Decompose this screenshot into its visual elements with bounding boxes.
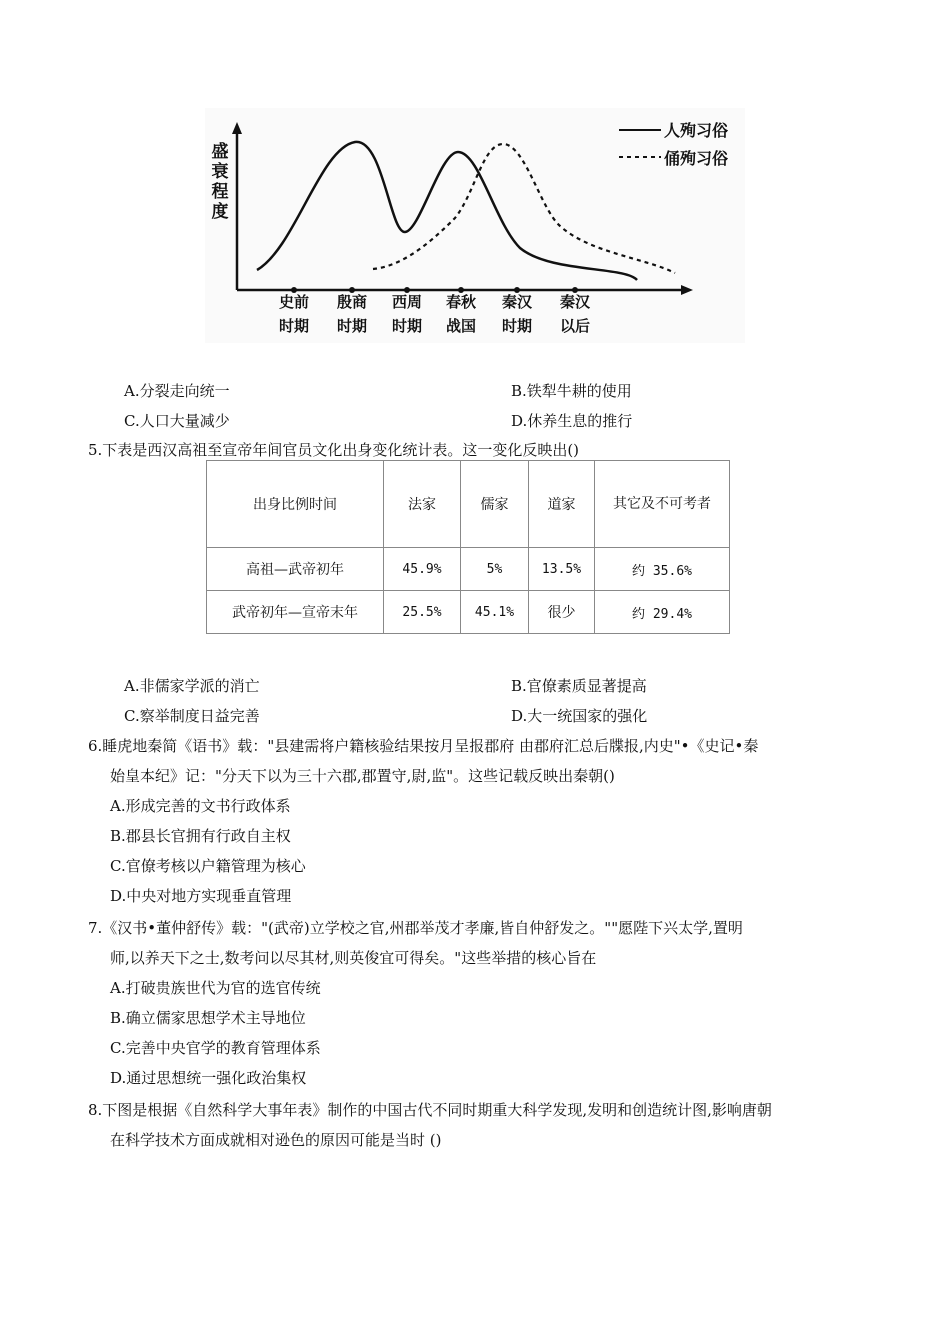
q7-option: B.确立儒家思想学术主导地位 bbox=[110, 1009, 306, 1027]
x-tick-label: 殷商 时期 bbox=[336, 293, 367, 335]
series-line-figurine-burial bbox=[373, 144, 675, 273]
q6-option: A.形成完善的文书行政体系 bbox=[110, 797, 291, 815]
table-cell: 约 29.4% bbox=[595, 591, 730, 634]
q6-stem-line1: 6.睡虎地秦简《语书》载："县建需将户籍核验结果按月呈报郡府 由郡府汇总后牒报,内史"•《史记•秦 bbox=[88, 737, 759, 755]
x-tick-label: 春秋 战国 bbox=[445, 293, 476, 335]
table-row bbox=[207, 591, 730, 634]
table-cell: 高祖—武帝初年 bbox=[207, 548, 384, 591]
q8-stem-line1: 8.下图是根据《自然科学大事年表》制作的中国古代不同时期重大科学发现,发明和创造统计图,影响唐朝 bbox=[88, 1101, 772, 1119]
q7-option: D.通过思想统一强化政治集权 bbox=[110, 1069, 307, 1087]
q8-stem-line2: 在科学技术方面成就相对逊色的原因可能是当时 () bbox=[110, 1131, 442, 1149]
table-header-cell: 出身比例时间 bbox=[207, 461, 384, 548]
table-cell: 13.5% bbox=[529, 548, 595, 591]
q7-stem-line2: 师,以养天下之士,数考问以尽其材,则英俊宜可得矣。"这些举措的核心旨在 bbox=[110, 949, 597, 967]
x-tick-label: 西周 时期 bbox=[391, 293, 422, 335]
burial-custom-chart bbox=[205, 108, 745, 343]
table-header-cell: 其它及不可考者 bbox=[595, 461, 730, 548]
table-cell: 5% bbox=[461, 548, 529, 591]
question-8 bbox=[88, 1095, 772, 1155]
y-axis-label: 盛衰程度 bbox=[211, 142, 229, 222]
q7-stem-line1: 7.《汉书•董仲舒传》载："(武帝)立学校之官,州郡举茂才孝廉,皆自仲舒发之。""愿陛下兴太学,置明 bbox=[88, 919, 743, 937]
legend-human-sacrifice: 人殉习俗 bbox=[664, 121, 729, 140]
q4-option-b: B.铁犁牛耕的使用 bbox=[511, 382, 632, 400]
q7-option: A.打破贵族世代为官的选官传统 bbox=[110, 979, 321, 997]
legend-figurine-burial: 俑殉习俗 bbox=[664, 149, 729, 168]
question-6 bbox=[88, 731, 758, 911]
q5-option-c: C.察举制度日益完善 bbox=[124, 707, 260, 725]
x-tick-label: 秦汉 时期 bbox=[501, 293, 532, 335]
q7-option: C.完善中央官学的教育管理体系 bbox=[110, 1039, 321, 1057]
q6-option: D.中央对地方实现垂直管理 bbox=[110, 887, 292, 905]
table-cell: 45.1% bbox=[461, 591, 529, 634]
q6-option: B.郡县长官拥有行政自主权 bbox=[110, 827, 291, 845]
x-tick-label: 秦汉 以后 bbox=[559, 293, 590, 335]
q5-option-b: B.官僚素质显著提高 bbox=[511, 677, 647, 695]
table-cell: 25.5% bbox=[384, 591, 461, 634]
table-header-cell: 儒家 bbox=[461, 461, 529, 548]
table-header-row bbox=[207, 461, 730, 548]
q6-option: C.官僚考核以户籍管理为核心 bbox=[110, 857, 306, 875]
question-7 bbox=[88, 913, 743, 1093]
table-header-cell: 法家 bbox=[384, 461, 461, 548]
q4-option-d: D.休养生息的推行 bbox=[511, 412, 633, 430]
x-tick-label: 史前 时期 bbox=[278, 293, 309, 335]
table-cell: 很少 bbox=[529, 591, 595, 634]
table-cell: 约 35.6% bbox=[595, 548, 730, 591]
q4-option-a: A.分裂走向统一 bbox=[124, 382, 230, 400]
table-row bbox=[207, 548, 730, 591]
table-cell: 45.9% bbox=[384, 548, 461, 591]
y-axis-arrow bbox=[232, 122, 242, 134]
q5-stat-table bbox=[206, 460, 730, 634]
series-line-human-sacrifice bbox=[257, 142, 637, 280]
q5-stem: 5.下表是西汉高祖至宣帝年间官员文化出身变化统计表。这一变化反映出() bbox=[88, 441, 580, 459]
x-axis-arrow bbox=[681, 285, 693, 295]
q6-stem-line2: 始皇本纪》记："分天下以为三十六郡,郡置守,尉,监"。这些记载反映出秦朝() bbox=[110, 767, 615, 785]
table-cell: 武帝初年—宣帝末年 bbox=[207, 591, 384, 634]
table-header-cell: 道家 bbox=[529, 461, 595, 548]
q5-option-d: D.大一统国家的强化 bbox=[511, 707, 648, 725]
q5-option-a: A.非儒家学派的消亡 bbox=[124, 677, 260, 695]
q4-option-c: C.人口大量减少 bbox=[124, 412, 230, 430]
